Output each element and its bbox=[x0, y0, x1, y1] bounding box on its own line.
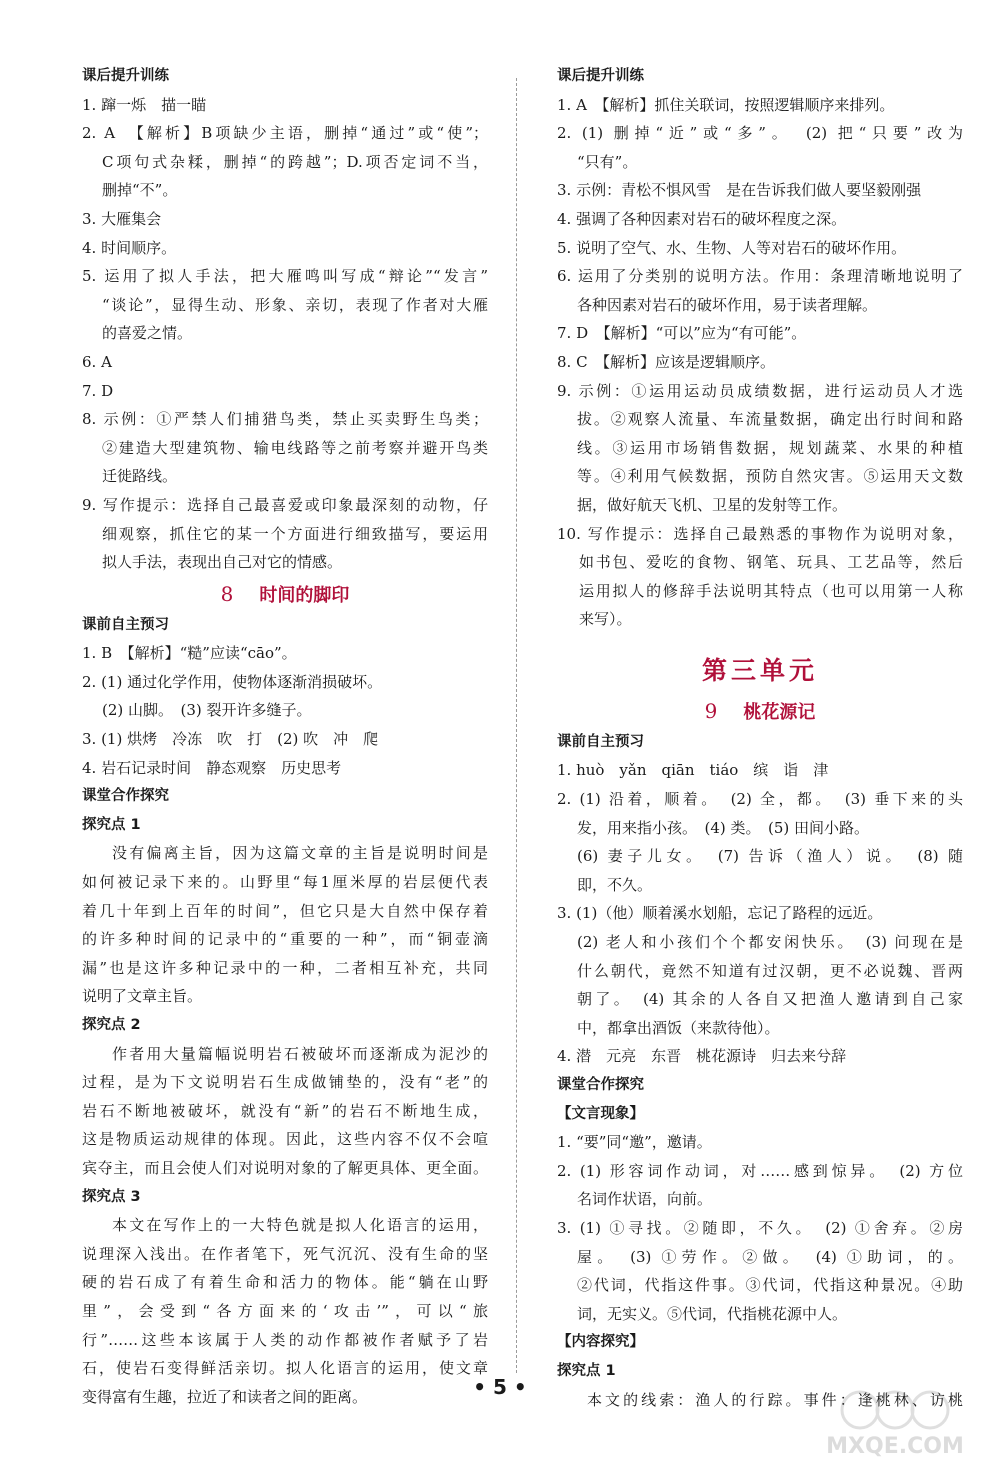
text-line: 删掉“不”。 bbox=[102, 181, 178, 200]
watermark-text: MXQE.COM bbox=[826, 1434, 964, 1459]
text-line: 词，无实义。⑤代词，代指桃花源中人。 bbox=[577, 1304, 848, 1323]
text-line: 即，不久。 bbox=[577, 875, 653, 894]
text-line: 1. huò yǎn qiān tiáo 缤 诣 津 bbox=[557, 761, 829, 780]
text-line: 1. “要”同“邀”，邀请。 bbox=[557, 1133, 712, 1152]
text-line: 迁徙路线。 bbox=[102, 467, 178, 486]
text-line: 什么朝代，竟然不知道有过汉朝，更不必说魏、晋两 bbox=[577, 961, 963, 980]
text-line: 7. D bbox=[82, 381, 114, 400]
text-line: (2) 老人和小孩们个个都安闲快乐。 (3) 问现在是 bbox=[577, 933, 963, 952]
text-line: ②建造大型建筑物、输电线路等之前考察并避开鸟类 bbox=[102, 438, 488, 457]
text-line: (6) 妻子儿女。 (7) 告诉（渔人）说。 (8) 随 bbox=[577, 847, 963, 866]
section-heading: 课后提升训练 bbox=[557, 68, 644, 84]
text-line: 中，都拿出酒饭（来款待他）。 bbox=[577, 1018, 780, 1037]
text-line: 拔。②观察人流量、车流量数据，确定出行时间和路 bbox=[577, 410, 963, 429]
section-heading: 课后提升训练 bbox=[82, 68, 169, 84]
section-heading: 探究点 2 bbox=[82, 1017, 141, 1033]
text-line: 10. 写作提示：选择自己最熟悉的事物作为说明对象， bbox=[557, 524, 963, 543]
lesson-title: 时间的脚印 bbox=[259, 584, 350, 606]
text-line: 屋。 (3) ①劳作。②做。 (4) ①助词，的。 bbox=[577, 1247, 963, 1266]
left-column bbox=[82, 62, 488, 1411]
text-line: 宾夺主，而且会使人们对说明对象的了解更具体、更全面。 bbox=[82, 1158, 488, 1177]
text-line: 漏”也是这许多种记录中的一种，二者相互补充，共同 bbox=[82, 958, 488, 977]
section-heading: 课前自主预习 bbox=[557, 733, 644, 750]
page-number: • 5 • bbox=[473, 1375, 527, 1399]
section-heading: 探究点 1 bbox=[82, 816, 141, 833]
text-line: 等。④利用气候数据，预防自然灾害。⑤运用天文数 bbox=[577, 467, 963, 486]
text-line: 1. A 【解析】抓住关联词，按照逻辑顺序来排列。 bbox=[557, 95, 895, 114]
text-line: 如书包、爱吃的食物、钢笔、玩具、工艺品等，然后 bbox=[579, 553, 963, 572]
section-heading: 课堂合作探究 bbox=[557, 1077, 644, 1093]
text-line: 这是物质运动规律的体现。因此，这些内容不仅不会喧 bbox=[82, 1130, 488, 1149]
text-line: 2. (1) 删掉“近”或“多”。 (2) 把“只要”改为 bbox=[557, 124, 963, 143]
text-line: 7. D 【解析】“可以”应为“有可能”。 bbox=[557, 324, 807, 343]
text-line: 8. 示例：①严禁人们捕猎鸟类，禁止买卖野生鸟类； bbox=[82, 410, 488, 429]
lesson-heading bbox=[557, 694, 963, 728]
text-line: 本文在写作上的一大特色就是拟人化语言的运用， bbox=[112, 1216, 488, 1235]
text-line: 线。③运用市场销售数据，规划蔬菜、水果的种植 bbox=[577, 438, 963, 457]
text-line: 6. A bbox=[82, 352, 112, 371]
text-line: 石，使岩石变得鲜活亲切。拟人化语言的运用，使文章 bbox=[82, 1359, 488, 1378]
text-line: 1. B 【解析】“糙”应读“cāo”。 bbox=[82, 644, 297, 663]
text-line: ②代词，代指这件事。③代词，代指这种景况。④助 bbox=[577, 1276, 963, 1295]
text-line: 2. (1) 通过化学作用，使物体逐渐消损破坏。 bbox=[82, 672, 383, 691]
text-line: 朝了。 (4) 其余的人各自又把渔人邀请到自己家 bbox=[577, 990, 963, 1009]
text-line: 如何被记录下来的。山野里“每1厘米厚的岩层便代表 bbox=[82, 873, 488, 892]
lesson-number: 8 bbox=[220, 581, 234, 606]
section-heading: 课堂合作探究 bbox=[82, 788, 169, 805]
text-line: 6. 运用了分类别的说明方法。作用：条理清晰地说明了 bbox=[557, 267, 963, 286]
section-heading: 探究点 1 bbox=[557, 1362, 616, 1379]
text-line: 来写）。 bbox=[579, 610, 632, 629]
text-line: C项句式杂糅，删掉“的跨越”；D.项否定词不当， bbox=[102, 152, 488, 171]
text-line: 2. (1) 沿着，顺着。 (2) 全，都。 (3) 垂下来的头 bbox=[557, 790, 963, 809]
section-heading: 课前自主预习 bbox=[82, 616, 169, 633]
lesson-heading bbox=[82, 577, 488, 611]
text-line: 各种因素对岩石的破坏作用，易于读者理解。 bbox=[577, 295, 878, 314]
text-line: 4. 时间顺序。 bbox=[82, 238, 177, 257]
text-line: 变得富有生趣，拉近了和读者之间的距离。 bbox=[82, 1387, 368, 1406]
text-line: 着几十年到上百年的时间”，但它只是大自然中保存着 bbox=[82, 901, 488, 920]
text-line: 里”，会受到“各方面来的‘攻击’”，可以“旅 bbox=[82, 1301, 488, 1320]
text-line: 岩石不断地被破坏，就没有“新”的岩石不断地生成， bbox=[82, 1101, 488, 1120]
text-line: 硬的岩石成了有着生命和活力的物体。能“躺在山野 bbox=[82, 1273, 488, 1292]
text-line: 9. 写作提示：选择自己最喜爱或印象最深刻的动物，仔 bbox=[82, 495, 488, 514]
text-line: 说明了文章主旨。 bbox=[82, 987, 203, 1006]
text-line: 4. 潜 元亮 东晋 桃花源诗 归去来兮辞 bbox=[557, 1047, 847, 1066]
text-line: 8. C 【解析】应该是逻辑顺序。 bbox=[557, 352, 776, 371]
right-column bbox=[557, 62, 963, 1414]
text-line: 5. 运用了拟人手法，把大雁鸣叫写成“辩论”“发言” bbox=[82, 267, 488, 286]
text-line: 1. 蹿一烁 描一瞄 bbox=[82, 95, 207, 114]
text-line: 4. 强调了各种因素对岩石的破坏程度之深。 bbox=[557, 209, 847, 228]
text-line: (2) 山脚。 (3) 裂开许多缝子。 bbox=[102, 701, 312, 720]
text-line: “谈论”，显得生动、形象、亲切，表现了作者对大雁 bbox=[102, 295, 488, 314]
text-line: 3. 示例：青松不惧风雪 是在告诉我们做人要坚毅刚强 bbox=[557, 181, 922, 200]
text-line: 作者用大量篇幅说明岩石被破坏而逐渐成为泥沙的 bbox=[112, 1044, 488, 1063]
text-line: 发，用来指小孩。 (4) 类。 (5) 田间小路。 bbox=[577, 818, 870, 837]
text-line: 行”……这些本该属于人类的动作都被作者赋予了岩 bbox=[82, 1330, 488, 1349]
text-line: 2. (1) 形容词作动词，对……感到惊异。 (2) 方位 bbox=[557, 1161, 963, 1180]
column-divider bbox=[516, 78, 517, 1373]
text-line: 的许多种时间的记录中的“重要的一种”，而“铜壶滴 bbox=[82, 930, 488, 949]
text-line: 3. (1) ①寻找。②随即，不久。 (2) ①舍弃。②房 bbox=[557, 1218, 963, 1237]
text-line: 4. 岩石记录时间 静态观察 历史思考 bbox=[82, 758, 342, 777]
text-line: 没有偏离主旨，因为这篇文章的主旨是说明时间是 bbox=[112, 844, 488, 863]
lesson-number: 9 bbox=[704, 698, 718, 723]
section-heading: 【内容探究】 bbox=[557, 1334, 644, 1351]
text-line: 5. 说明了空气、水、生物、人等对岩石的破坏作用。 bbox=[557, 238, 907, 257]
text-line: 拟人手法，表现出自己对它的情感。 bbox=[102, 553, 343, 572]
text-line: 过程，是为下文说明岩石生成做铺垫的，没有“老”的 bbox=[82, 1073, 488, 1092]
text-line: 说理深入浅出。在作者笔下，死气沉沉、没有生命的坚 bbox=[82, 1244, 488, 1263]
text-line: “只有”。 bbox=[577, 152, 638, 171]
text-line: 2. A 【解析】B项缺少主语，删掉“通过”或“使”； bbox=[82, 124, 488, 143]
text-line: 本文的线索：渔人的行踪。事件：逢桃林、访桃 bbox=[587, 1390, 963, 1409]
lesson-title: 桃花源记 bbox=[743, 701, 816, 723]
text-line: 3. (1) 烘烤 冷冻 吹 打 (2) 吹 冲 爬 bbox=[82, 730, 379, 749]
text-line: 9. 示例：①运用运动员成绩数据，进行运动员人才选 bbox=[557, 381, 963, 400]
text-line: 据，做好航天飞机、卫星的发射等工作。 bbox=[577, 495, 848, 514]
section-heading: 探究点 3 bbox=[82, 1188, 141, 1205]
unit-heading: 第三单元 bbox=[701, 655, 818, 685]
text-line: 细观察，抓住它的某一个方面进行细致描写，要运用 bbox=[102, 524, 488, 543]
text-line: 3. (1)（他）顺着溪水划船，忘记了路程的远近。 bbox=[557, 904, 883, 923]
text-line: 名词作状语，向前。 bbox=[577, 1190, 713, 1209]
text-line: 运用拟人的修辞手法说明其特点（也可以用第一人称 bbox=[579, 581, 963, 600]
section-heading: 【文言现象】 bbox=[557, 1105, 644, 1122]
text-line: 的喜爱之情。 bbox=[102, 324, 193, 343]
watermark-logo bbox=[820, 1385, 970, 1460]
text-line: 3. 大雁集会 bbox=[82, 209, 162, 228]
